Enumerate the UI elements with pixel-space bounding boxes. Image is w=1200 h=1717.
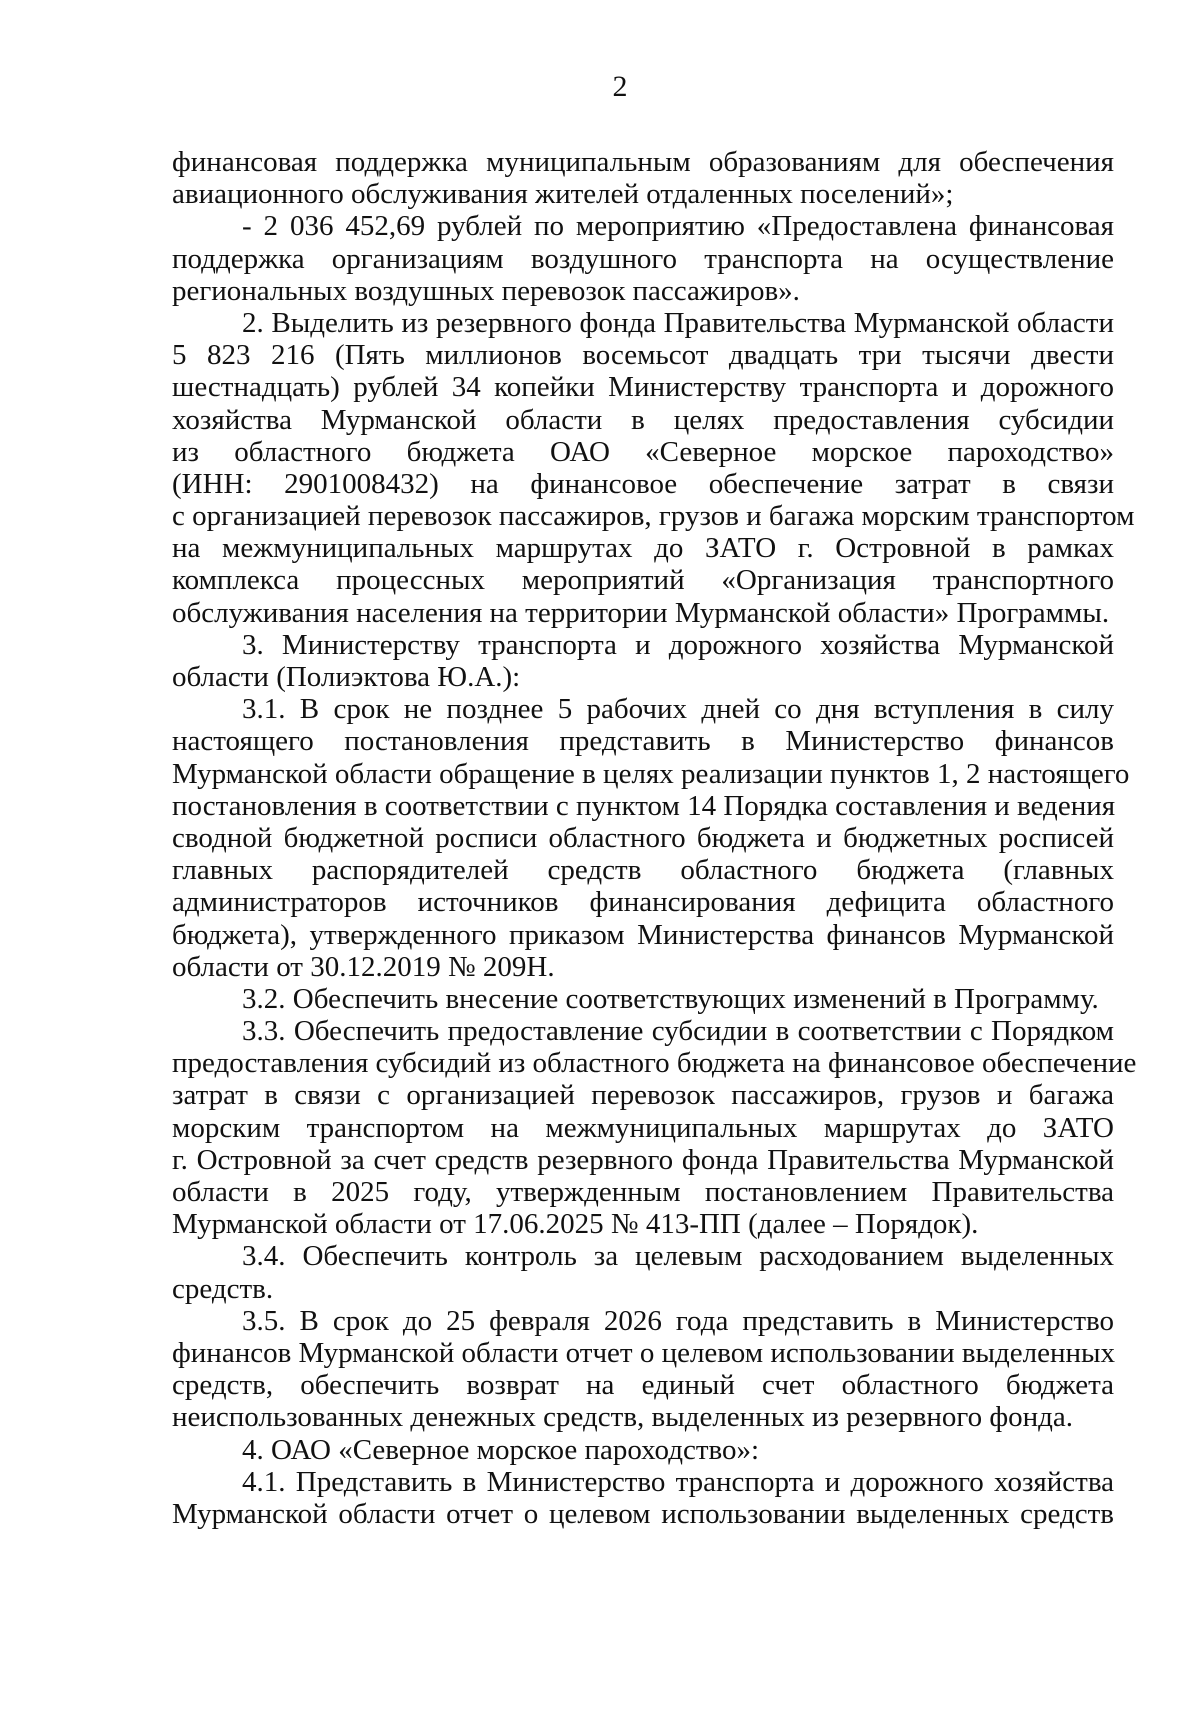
text-line: администраторов источников финансирования дефицита областного xyxy=(172,886,1114,919)
text-line: хозяйства Мурманской области в целях предоставления субсидии xyxy=(172,403,1114,436)
text-line: неиспользованных денежных средств, выделенных из резервного фонда. xyxy=(172,1401,1074,1434)
paragraph-3-5 xyxy=(172,1305,1114,1434)
text-line: Мурманской области обращение в целях реализации пунктов 1, 2 настоящего xyxy=(172,757,1130,790)
text-line: Мурманской области от 17.06.2025 № 413-ПП (далее – Порядок). xyxy=(172,1208,979,1241)
text-line: средств, обеспечить возврат на единый счет областного бюджета xyxy=(172,1369,1114,1402)
text-line: финансов Мурманской области отчет о целевом использовании выделенных xyxy=(172,1336,1116,1369)
text-line: 4. ОАО «Северное морское пароходство»: xyxy=(242,1433,760,1466)
text-line: Мурманской области отчет о целевом использовании выделенных средств xyxy=(172,1497,1114,1530)
paragraph-3-1 xyxy=(172,693,1130,983)
text-line: средств. xyxy=(172,1272,274,1305)
paragraph-3-4 xyxy=(172,1240,1114,1304)
text-line: авиационного обслуживания жителей отдаленных поселений»; xyxy=(172,178,954,211)
text-line: 3.1. В срок не позднее 5 рабочих дней со дня вступления в силу xyxy=(242,693,1114,726)
text-line: 5 823 216 (Пять миллионов восемьсот двадцать три тысячи двести xyxy=(172,339,1114,372)
document-body xyxy=(172,146,1137,1530)
text-line: из областного бюджета ОАО «Северное морское пароходство» xyxy=(172,435,1114,468)
text-line: 2. Выделить из резервного фонда Правительства Мурманской области xyxy=(242,306,1114,339)
text-line: 3.3. Обеспечить предоставление субсидии в соответствии с Порядком xyxy=(242,1015,1114,1048)
text-line: бюджета), утвержденного приказом Министерства финансов Мурманской xyxy=(172,918,1114,951)
text-line: области (Полиэктова Ю.А.): xyxy=(172,661,521,693)
text-line: области в 2025 году, утвержденным постановлением Правительства xyxy=(172,1176,1114,1208)
text-line: затрат в связи с организацией перевозок пассажиров, грузов и багажа xyxy=(172,1079,1114,1112)
text-line: обслуживания населения на территории Мурманской области» Программы. xyxy=(172,596,1110,629)
paragraph-4-1 xyxy=(172,1466,1114,1530)
text-line: настоящего постановления представить в Министерство финансов xyxy=(172,725,1114,758)
text-line: региональных воздушных перевозок пассажиров». xyxy=(172,274,800,307)
text-line: комплекса процессных мероприятий «Организация транспортного xyxy=(172,564,1114,597)
paragraph-2 xyxy=(172,306,1135,629)
paragraph-3 xyxy=(172,629,1114,693)
text-line: на межмуниципальных маршрутах до ЗАТО г. Островной в рамках xyxy=(172,532,1114,565)
paragraph-1-continuation xyxy=(172,146,1114,210)
text-line: 3.2. Обеспечить внесение соответствующих изменений в Программу. xyxy=(242,982,1099,1015)
paragraph-list-item xyxy=(172,210,1114,307)
text-line: г. Островной за счет средств резервного фонда Правительства Мурманской xyxy=(172,1143,1114,1176)
text-line: финансовая поддержка муниципальным образованиям для обеспечения xyxy=(172,146,1114,178)
text-line: - 2 036 452,69 рублей по мероприятию «Предоставлена финансовая xyxy=(242,210,1114,243)
text-line: постановления в соответствии с пунктом 14 Порядка составления и ведения xyxy=(172,789,1116,822)
text-line: с организацией перевозок пассажиров, грузов и багажа морским транспортом xyxy=(172,500,1135,533)
paragraph-4 xyxy=(172,1434,1114,1466)
page-number: 2 xyxy=(612,70,628,103)
text-line: шестнадцать) рублей 34 копейки Министерству транспорта и дорожного xyxy=(172,371,1114,404)
text-line: 3.5. В срок до 25 февраля 2026 года представить в Министерство xyxy=(242,1304,1114,1337)
paragraph-3-3 xyxy=(172,1015,1137,1241)
text-line: главных распорядителей средств областного бюджета (главных xyxy=(172,854,1114,887)
text-line: морским транспортом на межмуниципальных маршрутах до ЗАТО xyxy=(172,1111,1114,1144)
text-line: сводной бюджетной росписи областного бюджета и бюджетных росписей xyxy=(172,821,1114,854)
text-line: 4.1. Представить в Министерство транспорта и дорожного хозяйства xyxy=(242,1465,1114,1498)
text-line: (ИНН: 2901008432) на финансовое обеспечение затрат в связи xyxy=(172,467,1114,500)
text-line: поддержка организациям воздушного транспорта на осуществление xyxy=(172,242,1114,275)
text-line: предоставления субсидий из областного бюджета на финансовое обеспечение xyxy=(172,1047,1137,1080)
text-line: 3.4. Обеспечить контроль за целевым расходованием выделенных xyxy=(242,1240,1114,1273)
text-line: области от 30.12.2019 № 209Н. xyxy=(172,950,555,983)
paragraph-3-2 xyxy=(172,983,1114,1015)
text-line: 3. Министерству транспорта и дорожного хозяйства Мурманской xyxy=(242,628,1114,661)
